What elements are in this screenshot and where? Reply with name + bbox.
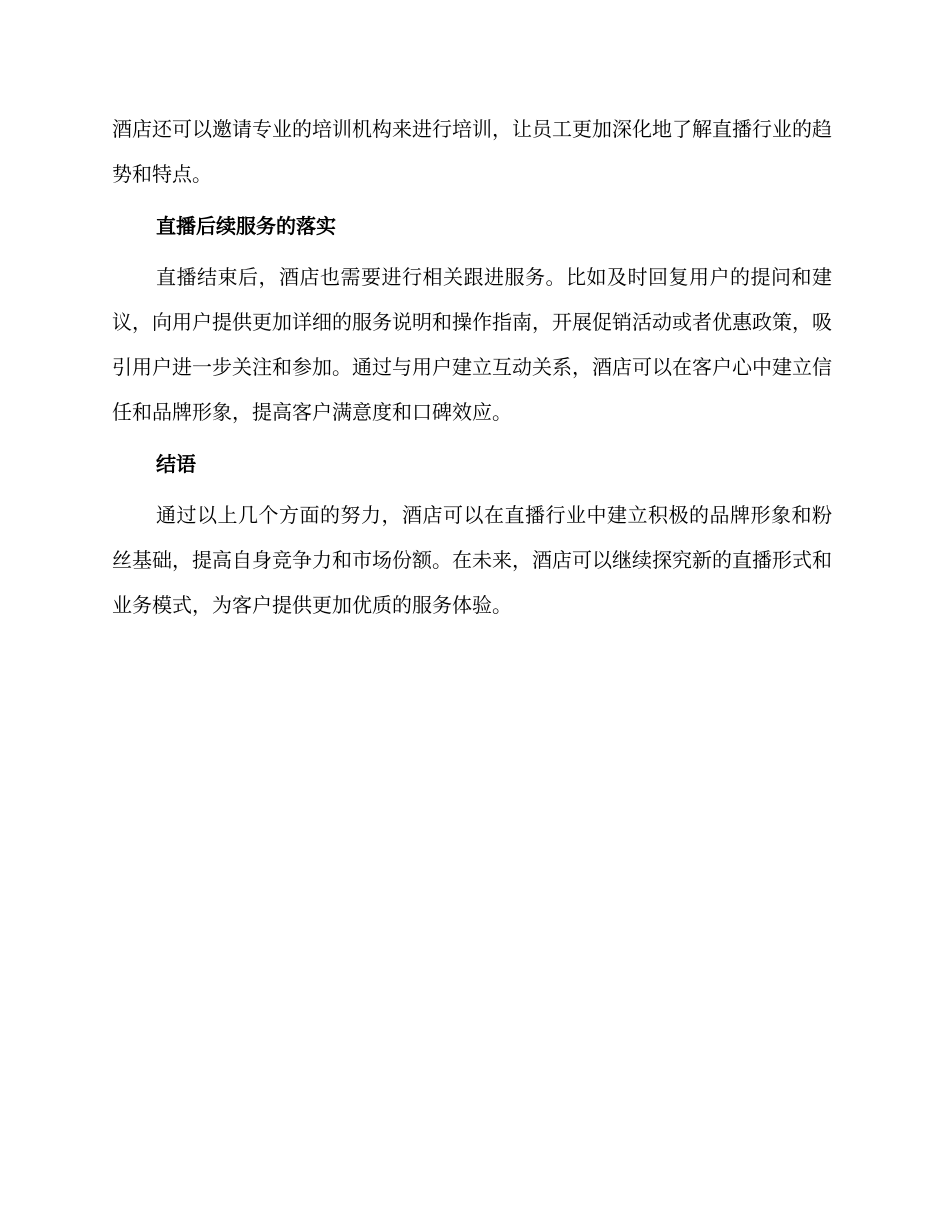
- document-body: [112, 107, 832, 628]
- paragraph-conclusion: 通过以上几个方面的努力，酒店可以在直播行业中建立积极的品牌形象和粉丝基础，提高自身竞争力和市场份额。在未来，酒店可以继续探究新的直播形式和业务模式，为客户提供更加优质的服务体验。: [112, 503, 832, 617]
- section-heading-follow-up-service: 直播后续服务的落实: [156, 214, 336, 238]
- section-heading-conclusion: 结语: [156, 452, 196, 476]
- paragraph-follow-up-service: 直播结束后，酒店也需要进行相关跟进服务。比如及时回复用户的提问和建议，向用户提供更加详细的服务说明和操作指南，开展促销活动或者优惠政策，吸引用户进一步关注和参加。通过与用户建立互动关系，酒店可以在客户心中建立信任和品牌形象，提高客户满意度和口碑效应。: [112, 265, 832, 424]
- paragraph-training-continued: 酒店还可以邀请专业的培训机构来进行培训，让员工更加深化地了解直播行业的趋势和特点。: [112, 117, 832, 186]
